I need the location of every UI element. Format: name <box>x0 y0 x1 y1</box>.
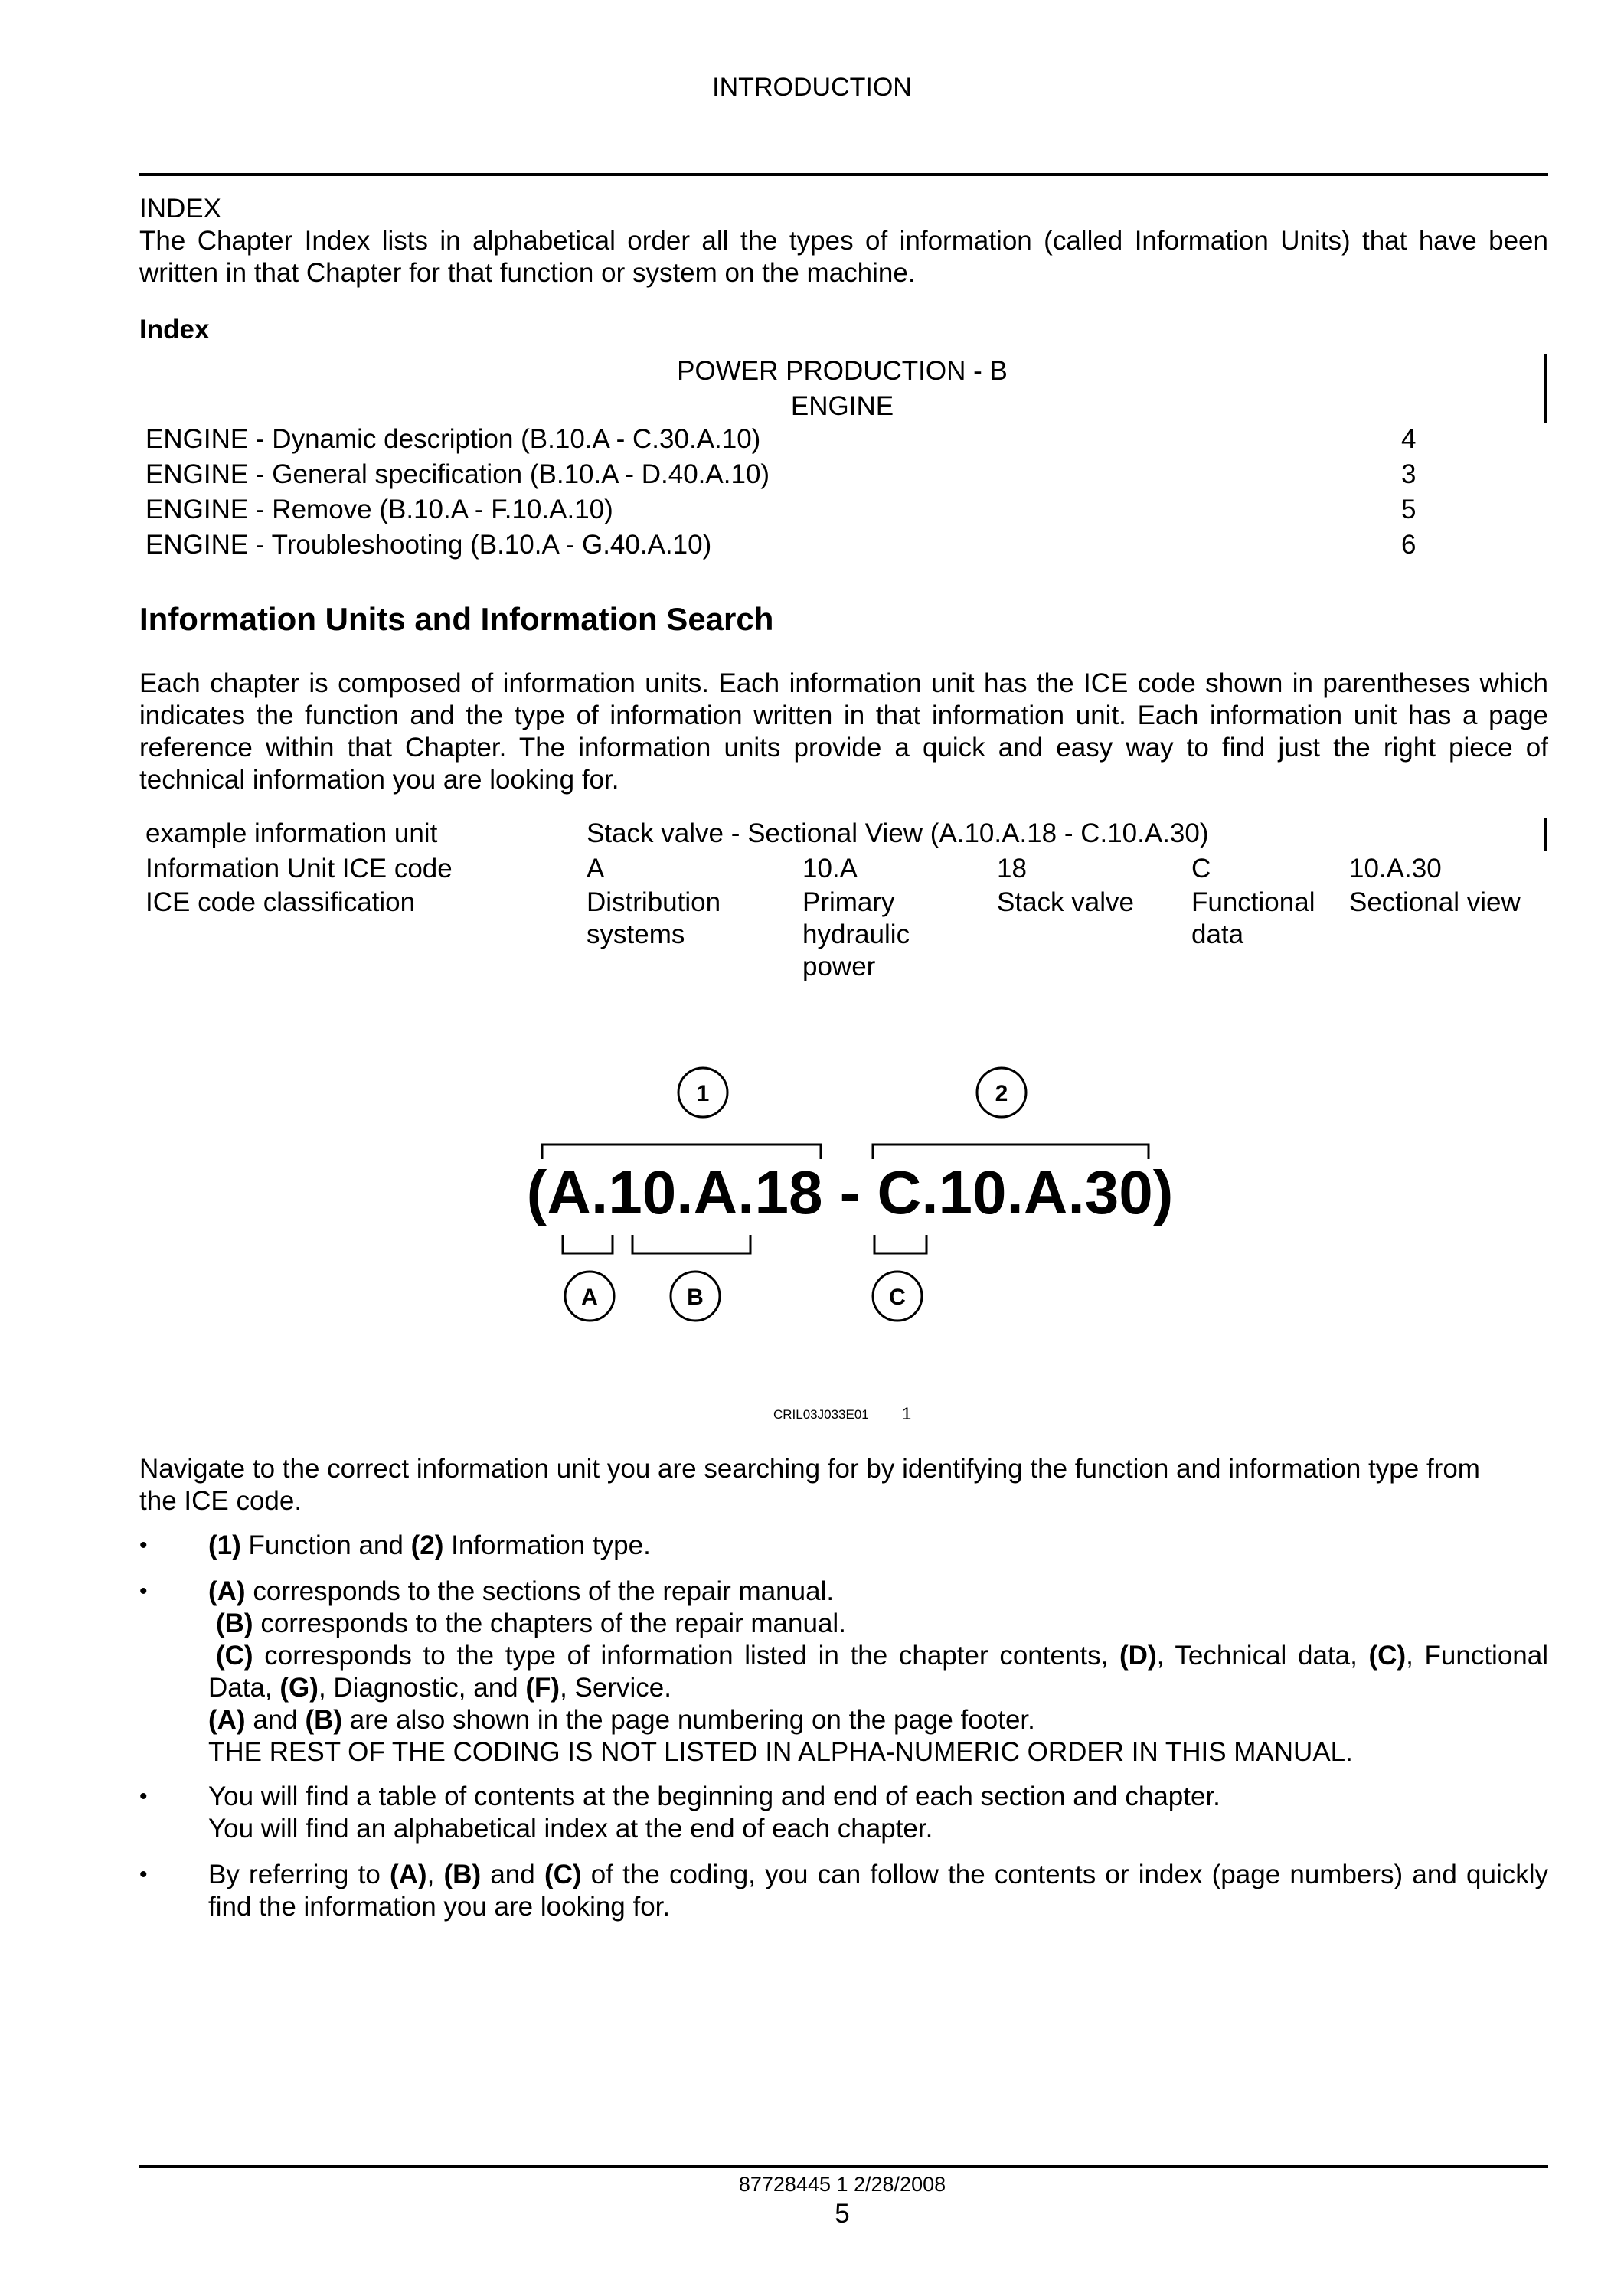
bracket-2 <box>873 1145 1149 1159</box>
callout-label-a: A <box>581 1285 598 1310</box>
ice-code-value: A <box>587 854 605 883</box>
index-subsection: ENGINE <box>790 391 894 421</box>
index-entry-title: ENGINE - Troubleshooting (B.10.A - G.40.A.10) <box>145 530 712 560</box>
callout-label-2: 2 <box>995 1081 1008 1106</box>
index-entry-title: ENGINE - Remove (B.10.A - F.10.A.10) <box>145 495 613 524</box>
bracket-a <box>563 1235 613 1253</box>
navigate-paragraph: Navigate to the correct information unit you are searching for by identifying the function and information type from the ICE code. <box>139 1454 1480 1516</box>
figure-caption-number: 1 <box>902 1404 912 1423</box>
index-entry-title: ENGINE - Dynamic description (B.10.A - C.30.A.10) <box>145 424 761 454</box>
bullet-dot: • <box>139 1784 148 1809</box>
ice-code-value: 18 <box>997 854 1027 883</box>
index-entry-page: 3 <box>1401 459 1417 489</box>
ice-code-value: 10.A.30 <box>1349 854 1442 883</box>
ice-code-text: (A.10.A.18 - C.10.A.30) <box>526 1158 1174 1226</box>
callout-label-b: B <box>687 1285 704 1310</box>
ice-code-label: Information Unit ICE code <box>145 854 453 883</box>
bullet-2: (A) corresponds to the sections of the repair manual. (B) corresponds to the chapters of the repair manual. (C) corresponds to the type of information listed in the chapter contents, (D), Technical data, (C), Functional Data, (G), Diagnostic, and (F), Service. (A) and (B) are also shown in the page numbering on the page footer. THE REST OF THE CODING IS NOT LISTED IN ALPHA-NUMERIC ORDER IN THIS MANUAL. <box>208 1576 1548 1767</box>
classification-label: ICE code classification <box>145 887 416 917</box>
ice-code-value: 10.A <box>802 854 858 883</box>
footer-doc-info: 87728445 1 2/28/2008 <box>738 2173 946 2196</box>
index-entry-page: 6 <box>1401 530 1417 560</box>
footer-rule <box>139 2165 1548 2168</box>
bullet-dot: • <box>139 1579 148 1604</box>
bracket-b <box>632 1235 750 1253</box>
intro-paragraph: The Chapter Index lists in alphabetical order all the types of information (called Information Units) that have been written in that Chapter for that function or system on the machine. <box>139 226 1548 288</box>
bullet-dot: • <box>139 1862 148 1887</box>
bracket-c <box>874 1235 926 1253</box>
example-label: example information unit <box>145 818 438 848</box>
classification-value: Stack valve <box>997 887 1134 917</box>
classification-value: Functional data <box>1191 887 1315 949</box>
figure-caption-id: CRIL03J033E01 <box>773 1407 869 1422</box>
index-heading: Index <box>139 315 210 345</box>
index-entry-page: 4 <box>1401 424 1417 454</box>
units-paragraph: Each chapter is composed of information units. Each information unit has the ICE code shown in parentheses which indicates the function and the type of information written in that information unit. Each information unit has a page reference within that Chapter. The information units provide a quick and easy way to find just the right piece of technical information you are looking for. <box>139 668 1548 795</box>
index-section: POWER PRODUCTION - B <box>677 356 1008 386</box>
section-heading: Information Units and Information Search <box>139 601 774 637</box>
page-number: 5 <box>835 2199 850 2229</box>
page-header: INTRODUCTION <box>712 73 912 102</box>
callout-label-c: C <box>889 1285 906 1310</box>
bullet-3: You will find a table of contents at the beginning and end of each section and chapter. You will find an alphabetical index at the end of each chapter. <box>208 1782 1220 1844</box>
example-value: Stack valve - Sectional View (A.10.A.18 - C.10.A.30) <box>587 818 1209 848</box>
index-entry-title: ENGINE - General specification (B.10.A - D.40.A.10) <box>145 459 770 489</box>
bullet-1: (1) Function and (2) Information type. <box>208 1530 651 1560</box>
bullet-4: By referring to (A), (B) and (C) of the coding, you can follow the contents or index (page numbers) and quickly find the information you are looking for. <box>208 1860 1548 1922</box>
classification-value: Primary hydraulic power <box>802 887 910 981</box>
bracket-1 <box>542 1145 821 1159</box>
ice-code-value: C <box>1191 854 1211 883</box>
classification-value: Distribution systems <box>587 887 721 949</box>
index-entry-page: 5 <box>1401 495 1417 524</box>
classification-value: Sectional view <box>1349 887 1521 917</box>
callout-label-1: 1 <box>696 1081 710 1106</box>
bullet-dot: • <box>139 1533 148 1558</box>
index-label: INDEX <box>139 194 221 224</box>
